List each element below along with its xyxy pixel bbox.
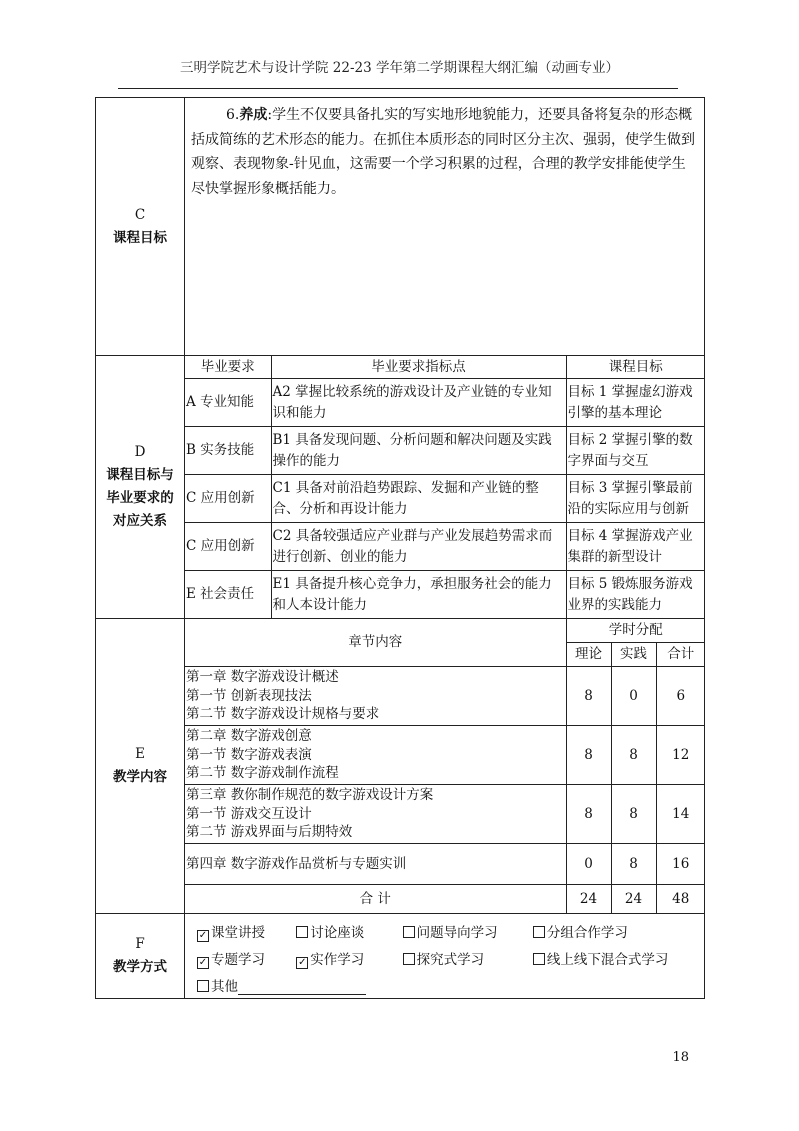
mapping-row — [185, 379, 705, 427]
method-label: 实作学习 — [310, 952, 365, 968]
checkbox-checked-icon[interactable]: ✓ — [198, 930, 208, 941]
method-option[interactable] — [533, 947, 669, 974]
total-hours: 6 — [656, 667, 705, 726]
indicator-cell: C2 具备较强适应产业群与产业发展趋势需求而进行创新、创业的能力 — [271, 523, 566, 571]
method-label: 讨论座谈 — [310, 925, 365, 941]
section-f-title: 教学方式 — [113, 959, 167, 975]
chapter-lines — [185, 785, 566, 844]
header-rule — [118, 88, 678, 89]
header-course-goal: 课程目标 — [566, 356, 705, 379]
section-d — [96, 356, 705, 619]
item-text: :学生不仅要具备扎实的写实地形地貌能力，还要具备将复杂的形态概括成简练的艺术形态的能力。在抓住本质形态的同时区分主次、强弱，使学生做到观察、表现物象-针见血，这需要一个学习积累的过程，合理的教学安排能使学生尽快掌握形象概括能力。 — [191, 107, 695, 197]
theory-hours: 0 — [566, 844, 611, 885]
mapping-row — [185, 475, 705, 523]
method-option[interactable] — [197, 920, 292, 947]
chapter-lines — [185, 844, 566, 885]
checkbox-icon[interactable] — [403, 926, 415, 938]
checkbox-icon[interactable] — [403, 953, 415, 965]
chapter-line: 第一节 创新表现技法 — [186, 687, 312, 704]
item-title: 养成 — [239, 107, 268, 123]
total-hours: 12 — [656, 726, 705, 785]
chapter-row — [185, 667, 705, 726]
header-requirement: 毕业要求 — [185, 356, 271, 379]
page-header: 三明学院艺术与设计学院 22-23 学年第二学期课程大纲汇编（动画专业） — [180, 60, 619, 76]
chapter-line: 第二章 数字游戏创意 — [186, 728, 312, 745]
sum-practice: 24 — [611, 885, 656, 914]
indicator-cell: B1 具备发现问题、分析问题和解决问题及实践操作的能力 — [271, 427, 566, 475]
course-goal-cell: 目标 5 锻炼服务游戏业界的实践能力 — [566, 571, 705, 619]
section-d-code: D — [134, 444, 146, 460]
content-header-row — [185, 619, 705, 643]
header-total: 合计 — [656, 643, 705, 667]
method-label: 其他 — [211, 979, 238, 995]
section-c-label — [96, 98, 185, 356]
header-hour-allocation: 学时分配 — [566, 619, 705, 643]
mapping-row — [185, 571, 705, 619]
chapter-line: 第四章 数字游戏作品赏析与专题实训 — [186, 855, 407, 872]
course-goal-cell: 目标 1 掌握虚幻游戏引擎的基本理论 — [566, 379, 705, 427]
chapter-line: 第一章 数字游戏设计概述 — [186, 669, 339, 686]
total-hours: 14 — [656, 785, 705, 844]
section-c-code: C — [134, 206, 146, 223]
checkbox-checked-icon[interactable]: ✓ — [198, 957, 208, 968]
theory-hours: 8 — [566, 667, 611, 726]
checkbox-icon[interactable] — [296, 926, 308, 938]
method-label: 线上线下混合式学习 — [546, 952, 669, 968]
indicator-cell: E1 具备提升核心竞争力，承担服务社会的能力和人本设计能力 — [271, 571, 566, 619]
syllabus-table — [95, 97, 705, 999]
header-theory: 理论 — [566, 643, 611, 667]
chapter-row — [185, 785, 705, 844]
other-fill-line[interactable] — [238, 978, 366, 995]
section-c-title: 课程目标 — [113, 229, 167, 246]
checkbox-icon[interactable] — [533, 953, 545, 965]
sum-row — [185, 885, 705, 914]
chapter-row — [185, 844, 705, 885]
section-e-title: 教学内容 — [113, 769, 167, 785]
total-hours: 16 — [656, 844, 705, 885]
section-f-label — [96, 914, 185, 999]
mapping-row — [185, 427, 705, 475]
header-indicator: 毕业要求指标点 — [271, 356, 566, 379]
section-f — [96, 914, 705, 999]
method-label: 问题导向学习 — [416, 925, 498, 941]
header-practice: 实践 — [611, 643, 656, 667]
course-objective-item-6 — [191, 103, 698, 201]
method-label: 课堂讲授 — [211, 925, 265, 941]
chapter-lines — [185, 726, 566, 785]
method-row — [197, 920, 704, 947]
section-d-label — [96, 356, 185, 619]
chapter-line: 第二节 数字游戏制作流程 — [186, 765, 339, 782]
method-option[interactable] — [533, 920, 628, 947]
chapter-row — [185, 726, 705, 785]
chapter-line: 第一节 数字游戏表演 — [186, 746, 312, 763]
chapter-line: 第二节 游戏界面与后期特效 — [186, 824, 353, 841]
sum-total: 48 — [656, 885, 705, 914]
method-option[interactable] — [296, 947, 398, 974]
requirement-cell: C 应用创新 — [185, 475, 271, 523]
requirement-cell: A 专业知能 — [185, 379, 271, 427]
section-d-title-line-2: 毕业要求的 — [106, 490, 174, 506]
method-option[interactable] — [296, 920, 398, 947]
method-row — [197, 947, 704, 974]
mapping-row — [185, 523, 705, 571]
practice-hours: 0 — [611, 667, 656, 726]
requirement-cell: B 实务技能 — [185, 427, 271, 475]
section-d-content — [185, 356, 705, 619]
chapter-line: 第二节 数字游戏设计规格与要求 — [186, 706, 380, 723]
checkbox-checked-icon[interactable]: ✓ — [298, 957, 307, 968]
method-option[interactable] — [197, 947, 292, 974]
header-chapter-content: 章节内容 — [185, 619, 566, 667]
section-c — [96, 98, 705, 356]
section-e-content — [185, 619, 705, 914]
indicator-cell: A2 掌握比较系统的游戏设计及产业链的专业知识和能力 — [271, 379, 566, 427]
chapter-line: 第一节 游戏交互设计 — [186, 805, 312, 822]
practice-hours: 8 — [611, 785, 656, 844]
section-d-title-line-1: 课程目标与 — [106, 467, 174, 483]
method-option-other[interactable] — [197, 974, 366, 1001]
method-option[interactable] — [403, 920, 529, 947]
method-label: 探究式学习 — [416, 952, 485, 968]
course-goal-cell: 目标 4 掌握游戏产业集群的新型设计 — [566, 523, 705, 571]
section-e — [96, 619, 705, 914]
section-e-label — [96, 619, 185, 914]
practice-hours: 8 — [611, 844, 656, 885]
chapter-lines — [185, 667, 566, 726]
checkbox-icon[interactable] — [533, 926, 545, 938]
sum-theory: 24 — [566, 885, 611, 914]
section-f-code: F — [135, 936, 145, 952]
theory-hours: 8 — [566, 785, 611, 844]
checkbox-icon[interactable] — [197, 980, 209, 992]
item-number: 6. — [226, 107, 240, 123]
section-e-code: E — [135, 746, 145, 762]
indicator-cell: C1 具备对前沿趋势跟踪、发掘和产业链的整合、分析和再设计能力 — [271, 475, 566, 523]
chapter-line: 第三章 教你制作规范的数字游戏设计方案 — [186, 787, 434, 804]
page-number: 18 — [672, 1050, 689, 1065]
course-goal-cell: 目标 2 掌握引擎的数字界面与交互 — [566, 427, 705, 475]
section-c-content — [185, 98, 705, 356]
objective-mapping-table — [185, 356, 705, 618]
section-d-title-line-3: 对应关系 — [113, 513, 167, 529]
theory-hours: 8 — [566, 726, 611, 785]
section-f-content — [185, 914, 705, 999]
method-label: 专题学习 — [211, 952, 265, 968]
method-row-other — [197, 974, 704, 1001]
teaching-content-table — [185, 619, 705, 913]
requirement-cell: E 社会责任 — [185, 571, 271, 619]
course-goal-cell: 目标 3 掌握引擎最前沿的实际应用与创新 — [566, 475, 705, 523]
practice-hours: 8 — [611, 726, 656, 785]
method-label: 分组合作学习 — [546, 925, 628, 941]
requirement-cell: C 应用创新 — [185, 523, 271, 571]
mapping-header-row — [185, 356, 705, 379]
sum-label: 合 计 — [185, 885, 566, 914]
method-option[interactable] — [403, 947, 529, 974]
